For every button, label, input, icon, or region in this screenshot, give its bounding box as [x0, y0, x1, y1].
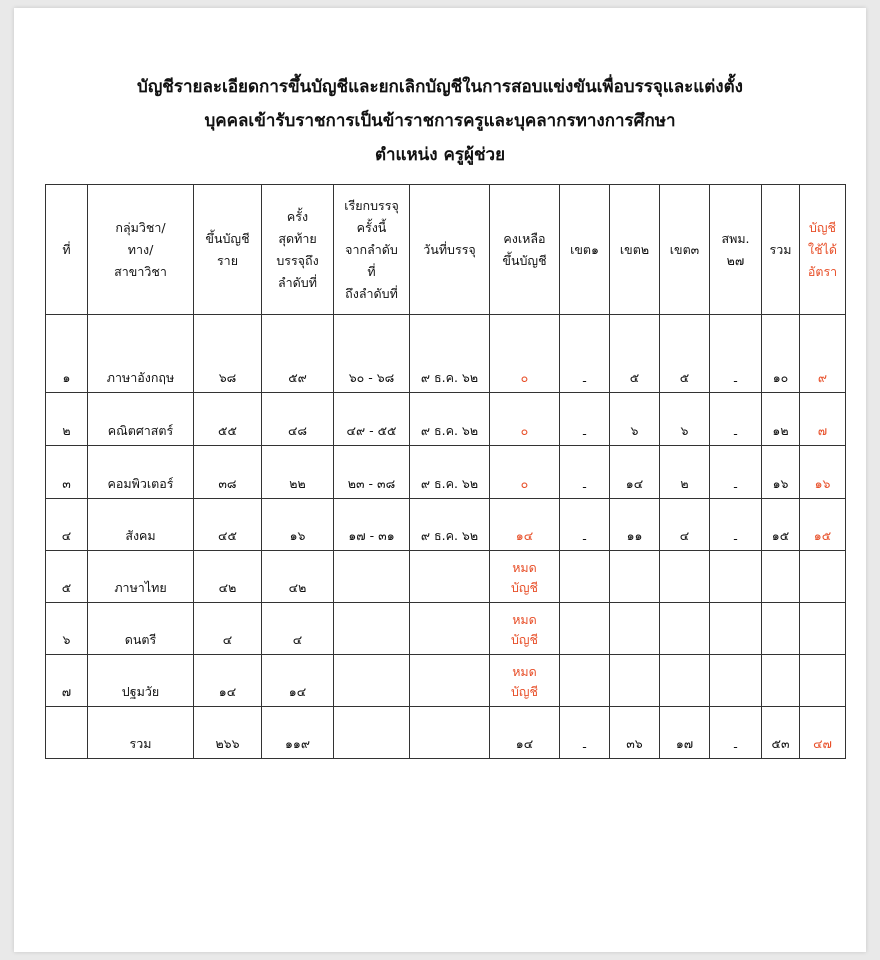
header-call-range: [334, 185, 410, 315]
cell-date: [410, 603, 490, 655]
header-lines: [48, 239, 85, 261]
cell-zone3: ๖: [660, 393, 710, 446]
cell-no: ๒: [46, 393, 88, 446]
header-lines: [662, 239, 707, 261]
header-line: เขต๑: [570, 241, 599, 257]
table-row: [46, 446, 846, 499]
cell-zone3: ๕: [660, 315, 710, 393]
total-total: ๕๓: [762, 707, 800, 759]
total-zone2: ๓๖: [610, 707, 660, 759]
header-lines: [492, 228, 557, 272]
cell-usable: ๑๕: [800, 499, 846, 551]
cell-subject: ภาษาอังกฤษ: [88, 315, 194, 393]
header-line: ที่: [62, 241, 71, 257]
header-line: ที่: [367, 263, 376, 279]
cell-zone1: -: [560, 315, 610, 393]
remaining-line: บัญชี: [510, 580, 539, 595]
header-line: วันที่บรรจุ: [423, 241, 476, 257]
table-row: [46, 499, 846, 551]
total-listed: ๒๖๖: [194, 707, 262, 759]
cell-last-rank: ๔: [262, 603, 334, 655]
total-row: [46, 707, 846, 759]
cell-last-rank: ๕๙: [262, 315, 334, 393]
header-line: ขึ้นบัญชี: [205, 230, 250, 246]
cell-no: ๗: [46, 655, 88, 707]
title-line-2: บุคคลเข้ารับราชการเป็นข้าราชการครูและบุคลากรทางการศึกษา: [204, 111, 676, 131]
cell-remaining: [490, 393, 560, 446]
cell-zone1: [560, 655, 610, 707]
title-line-3: ตำแหน่ง ครูผู้ช่วย: [374, 145, 506, 165]
cell-date: [410, 707, 490, 759]
cell-total: ๑๕: [762, 499, 800, 551]
header-line: ครั้งนี้: [356, 219, 387, 235]
cell-spm: [710, 551, 762, 603]
header-lines: [90, 217, 191, 283]
cell-no: ๓: [46, 446, 88, 499]
cell-spm: -: [710, 393, 762, 446]
table-row: [46, 393, 846, 446]
remaining-line: หมด: [512, 664, 537, 679]
cell-last-rank: ๑๖: [262, 499, 334, 551]
cell-listed: ๔๒: [194, 551, 262, 603]
cell-call-range: ๖๐ - ๖๘: [334, 315, 410, 393]
cell-date: [410, 655, 490, 707]
total-remaining: ๑๔: [490, 707, 560, 759]
header-remaining: [490, 185, 560, 315]
header-lines: [412, 239, 487, 261]
remaining-line: หมด: [512, 612, 537, 627]
remaining-line: ๐: [520, 423, 529, 438]
cell-zone1: -: [560, 393, 610, 446]
header-line: สพม.: [721, 230, 750, 246]
cell-total: ๑๖: [762, 446, 800, 499]
cell-spm: [710, 603, 762, 655]
cell-remaining: [490, 655, 560, 707]
cell-listed: ๔๕: [194, 499, 262, 551]
cell-usable: ๗: [800, 393, 846, 446]
cell-last-rank: ๔๘: [262, 393, 334, 446]
cell-zone2: [610, 603, 660, 655]
remaining-line: ๐: [520, 370, 529, 385]
header-row: [46, 185, 846, 315]
cell-usable: [800, 551, 846, 603]
header-lines: [196, 228, 259, 272]
cell-call-range: ๑๗ - ๓๑: [334, 499, 410, 551]
header-lines: [712, 228, 759, 272]
header-line: เขต๓: [669, 241, 700, 257]
cell-spm: -: [710, 446, 762, 499]
cell-call-range: [334, 551, 410, 603]
cell-call-range: ๒๓ - ๓๘: [334, 446, 410, 499]
cell-call-range: ๔๙ - ๕๕: [334, 393, 410, 446]
cell-usable: ๑๖: [800, 446, 846, 499]
cell-usable: ๙: [800, 315, 846, 393]
cell-zone1: -: [560, 446, 610, 499]
cell-zone2: ๑๔: [610, 446, 660, 499]
cell-total: ๑๒: [762, 393, 800, 446]
cell-no: ๔: [46, 499, 88, 551]
header-lines: [264, 206, 331, 294]
header-lines: [562, 239, 607, 261]
cell-date: ๙ ธ.ค. ๖๒: [410, 393, 490, 446]
header-lines: [764, 239, 797, 261]
cell-no: [46, 707, 88, 759]
header-line: รวม: [769, 241, 792, 257]
cell-subject: คอมพิวเตอร์: [88, 446, 194, 499]
header-zone1: [560, 185, 610, 315]
cell-subject: ดนตรี: [88, 603, 194, 655]
header-lines: [336, 195, 407, 305]
header-line: ทาง/: [127, 241, 154, 257]
header-lines: [802, 217, 843, 283]
cell-zone3: [660, 655, 710, 707]
cell-zone3: ๔: [660, 499, 710, 551]
cell-last-rank: ๒๒: [262, 446, 334, 499]
cell-total: ๑๐: [762, 315, 800, 393]
cell-no: ๕: [46, 551, 88, 603]
cell-call-range: [334, 707, 410, 759]
header-line: ขึ้นบัญชี: [502, 252, 547, 268]
cell-date: ๙ ธ.ค. ๖๒: [410, 315, 490, 393]
header-usable: [800, 185, 846, 315]
remaining-line: ๐: [520, 476, 529, 491]
cell-total: [762, 603, 800, 655]
cell-subject: ภาษาไทย: [88, 551, 194, 603]
cell-call-range: [334, 603, 410, 655]
total-zone1: -: [560, 707, 610, 759]
header-line: บรรจุถึง: [276, 252, 319, 268]
cell-spm: [710, 655, 762, 707]
cell-zone1: -: [560, 499, 610, 551]
header-spm: [710, 185, 762, 315]
table-body: [46, 315, 846, 759]
cell-no: ๑: [46, 315, 88, 393]
cell-subject: ปฐมวัย: [88, 655, 194, 707]
cell-remaining: [490, 446, 560, 499]
cell-listed: ๖๘: [194, 315, 262, 393]
title-line-1: บัญชีรายละเอียดการขึ้นบัญชีและยกเลิกบัญชีในการสอบแข่งขันเพื่อบรรจุและแต่งตั้ง: [137, 77, 743, 97]
header-line: เรียกบรรจุ: [344, 197, 399, 213]
table-row: [46, 655, 846, 707]
header-zone2: [610, 185, 660, 315]
remaining-line: บัญชี: [510, 632, 539, 647]
recruitment-table: [45, 184, 846, 759]
header-listed: [194, 185, 262, 315]
cell-zone3: [660, 603, 710, 655]
cell-remaining: [490, 603, 560, 655]
cell-last-rank: ๑๔: [262, 655, 334, 707]
header-line: ๒๗: [726, 252, 745, 268]
header-line: ราย: [216, 252, 239, 268]
header-zone3: [660, 185, 710, 315]
cell-zone2: ๑๑: [610, 499, 660, 551]
cell-remaining: [490, 551, 560, 603]
cell-usable: [800, 603, 846, 655]
header-line: เขต๒: [619, 241, 650, 257]
header-last-rank: [262, 185, 334, 315]
header-line: ถึงลำดับที่: [345, 285, 398, 301]
cell-total: [762, 551, 800, 603]
cell-date: ๙ ธ.ค. ๖๒: [410, 446, 490, 499]
cell-remaining: [490, 315, 560, 393]
cell-no: ๖: [46, 603, 88, 655]
cell-subject: คณิตศาสตร์: [88, 393, 194, 446]
remaining-line: ๑๔: [515, 528, 534, 543]
total-label: รวม: [88, 707, 194, 759]
total-zone3: ๑๗: [660, 707, 710, 759]
remaining-line: หมด: [512, 560, 537, 575]
table-row: [46, 603, 846, 655]
cell-zone1: [560, 603, 610, 655]
cell-subject: สังคม: [88, 499, 194, 551]
total-usable: ๔๗: [800, 707, 846, 759]
header-date: [410, 185, 490, 315]
table-row: [46, 551, 846, 603]
header-line: สุดท้าย: [278, 230, 317, 246]
header-line: จากลำดับ: [345, 241, 398, 257]
cell-total: [762, 655, 800, 707]
total-last-rank: ๑๑๙: [262, 707, 334, 759]
total-spm: -: [710, 707, 762, 759]
cell-date: ๙ ธ.ค. ๖๒: [410, 499, 490, 551]
remaining-line: บัญชี: [510, 684, 539, 699]
cell-date: [410, 551, 490, 603]
cell-spm: -: [710, 315, 762, 393]
cell-zone1: [560, 551, 610, 603]
document-page: [14, 8, 866, 952]
cell-last-rank: ๔๒: [262, 551, 334, 603]
header-subject: [88, 185, 194, 315]
header-line: ครั้ง: [286, 208, 309, 224]
cell-listed: ๔: [194, 603, 262, 655]
header-no: [46, 185, 88, 315]
cell-remaining: [490, 499, 560, 551]
cell-call-range: [334, 655, 410, 707]
table-row: [46, 315, 846, 393]
cell-listed: ๕๕: [194, 393, 262, 446]
header-line: อัตรา: [807, 263, 838, 279]
header-line: สาขาวิชา: [114, 263, 167, 279]
document-title: [14, 70, 866, 172]
header-line: ใช้ได้: [808, 241, 837, 257]
cell-zone2: ๖: [610, 393, 660, 446]
header-line: ลำดับที่: [278, 274, 317, 290]
cell-zone3: [660, 551, 710, 603]
header-line: กลุ่มวิชา/: [115, 219, 166, 235]
cell-zone2: ๕: [610, 315, 660, 393]
cell-zone3: ๒: [660, 446, 710, 499]
header-lines: [612, 239, 657, 261]
cell-listed: ๓๘: [194, 446, 262, 499]
cell-listed: ๑๔: [194, 655, 262, 707]
cell-usable: [800, 655, 846, 707]
header-line: บัญชี: [808, 219, 837, 235]
cell-spm: -: [710, 499, 762, 551]
cell-zone2: [610, 655, 660, 707]
header-total: [762, 185, 800, 315]
header-line: คงเหลือ: [503, 230, 546, 246]
cell-zone2: [610, 551, 660, 603]
